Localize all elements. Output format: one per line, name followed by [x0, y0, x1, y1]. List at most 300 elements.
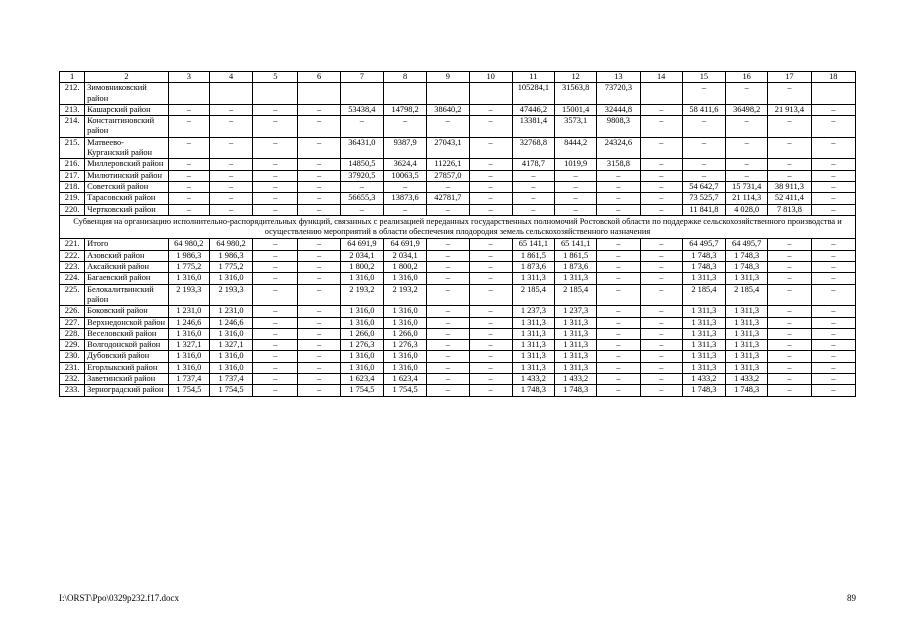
value-cell: – [811, 104, 855, 115]
value-cell: – [298, 328, 340, 339]
value-cell: 1 311,3 [726, 306, 768, 317]
value-cell: – [469, 273, 512, 284]
value-cell: – [768, 306, 811, 317]
header-cell: 17 [768, 72, 811, 83]
table-row [60, 159, 856, 170]
value-cell: – [640, 340, 682, 351]
value-cell: 73 525,7 [682, 193, 725, 204]
value-cell: – [340, 116, 383, 138]
value-cell: – [383, 116, 426, 138]
district-name: Азовский район [85, 250, 169, 261]
row-number: 222. [60, 250, 85, 261]
row-number: 223. [60, 262, 85, 273]
value-cell: 1 737,4 [168, 374, 209, 385]
district-name: Итого [85, 239, 169, 250]
value-cell: 1 748,3 [682, 250, 725, 261]
table-body [60, 72, 856, 397]
value-cell: 24324,6 [597, 137, 640, 159]
table-row [60, 385, 856, 396]
district-name: Чертковский район [85, 204, 169, 215]
value-cell: 3624,4 [383, 159, 426, 170]
district-name: Аксайский район [85, 262, 169, 273]
value-cell: 27043,1 [427, 137, 469, 159]
value-cell: – [253, 181, 298, 192]
value-cell: 15 731,4 [726, 181, 768, 192]
row-number: 213. [60, 104, 85, 115]
value-cell: – [811, 262, 855, 273]
value-cell: – [597, 306, 640, 317]
value-cell: 9387,9 [383, 137, 426, 159]
value-cell: – [811, 170, 855, 181]
value-cell: 1 986,3 [168, 250, 209, 261]
value-cell: – [512, 193, 554, 204]
value-cell: – [640, 317, 682, 328]
value-cell: 10063,5 [383, 170, 426, 181]
value-cell: – [597, 204, 640, 215]
value-cell: – [253, 306, 298, 317]
value-cell: – [253, 340, 298, 351]
value-cell: – [469, 116, 512, 138]
value-cell [640, 83, 682, 105]
table-row [60, 362, 856, 373]
value-cell: 1 276,3 [340, 340, 383, 351]
table-row [60, 181, 856, 192]
district-name: Багаевский район [85, 273, 169, 284]
value-cell: – [811, 306, 855, 317]
value-cell: – [427, 340, 469, 351]
value-cell: – [640, 104, 682, 115]
table-row [60, 284, 856, 306]
value-cell: – [555, 181, 597, 192]
value-cell: 54 642,7 [682, 181, 725, 192]
value-cell: – [383, 204, 426, 215]
value-cell: – [811, 284, 855, 306]
value-cell: – [811, 181, 855, 192]
value-cell: – [298, 306, 340, 317]
value-cell: – [726, 159, 768, 170]
value-cell: 1 754,5 [168, 385, 209, 396]
district-name: Дубовский район [85, 351, 169, 362]
row-number: 221. [60, 239, 85, 250]
value-cell: 1 311,3 [682, 273, 725, 284]
value-cell: – [768, 262, 811, 273]
value-cell: – [209, 193, 252, 204]
row-number: 230. [60, 351, 85, 362]
value-cell: 1 748,3 [726, 250, 768, 261]
value-cell: 1 311,3 [512, 340, 554, 351]
row-number: 229. [60, 340, 85, 351]
value-cell: 1 748,3 [726, 385, 768, 396]
value-cell: – [640, 193, 682, 204]
value-cell: 1 266,0 [340, 328, 383, 339]
value-cell: 13873,6 [383, 193, 426, 204]
value-cell: – [811, 362, 855, 373]
value-cell: 13381,4 [512, 116, 554, 138]
value-cell: 1 316,0 [209, 273, 252, 284]
row-number: 220. [60, 204, 85, 215]
table-row [60, 239, 856, 250]
value-cell: – [253, 273, 298, 284]
value-cell: 3158,8 [597, 159, 640, 170]
value-cell: – [597, 351, 640, 362]
value-cell: – [253, 116, 298, 138]
value-cell: 1 311,3 [682, 340, 725, 351]
value-cell: 1 311,3 [555, 317, 597, 328]
value-cell: – [168, 181, 209, 192]
value-cell: 2 185,4 [555, 284, 597, 306]
value-cell: 64 980,2 [209, 239, 252, 250]
value-cell: 1 316,0 [168, 328, 209, 339]
value-cell: – [726, 116, 768, 138]
value-cell: 14798,2 [383, 104, 426, 115]
value-cell: – [640, 374, 682, 385]
value-cell: – [597, 328, 640, 339]
value-cell: – [253, 284, 298, 306]
value-cell: 2 193,2 [383, 284, 426, 306]
value-cell: – [340, 204, 383, 215]
district-name: Зерноградский район [85, 385, 169, 396]
value-cell: – [682, 83, 725, 105]
value-cell: 4178,7 [512, 159, 554, 170]
table-row [60, 83, 856, 105]
value-cell: – [768, 83, 811, 105]
value-cell: 9808,3 [597, 116, 640, 138]
value-cell: 4 028,0 [726, 204, 768, 215]
value-cell: 1 316,0 [168, 362, 209, 373]
value-cell: 1 311,3 [555, 351, 597, 362]
value-cell: – [469, 306, 512, 317]
value-cell: 1 737,4 [209, 374, 252, 385]
value-cell: – [209, 170, 252, 181]
header-cell: 3 [168, 72, 209, 83]
value-cell: – [597, 374, 640, 385]
value-cell: 1 316,0 [383, 273, 426, 284]
value-cell: – [253, 262, 298, 273]
district-name: Матвеево-Курганский район [85, 137, 169, 159]
value-cell: – [811, 328, 855, 339]
value-cell: – [427, 328, 469, 339]
value-cell: 1 311,3 [726, 273, 768, 284]
table-row [60, 340, 856, 351]
value-cell: 21 114,3 [726, 193, 768, 204]
value-cell: – [383, 181, 426, 192]
value-cell: – [469, 104, 512, 115]
value-cell: – [768, 340, 811, 351]
value-cell: – [298, 170, 340, 181]
value-cell: – [253, 137, 298, 159]
row-number: 224. [60, 273, 85, 284]
value-cell: 1 775,2 [209, 262, 252, 273]
value-cell: – [253, 159, 298, 170]
district-name: Зимовниковский район [85, 83, 169, 105]
value-cell: – [298, 104, 340, 115]
value-cell: 1 754,5 [383, 385, 426, 396]
value-cell: 1 311,3 [726, 351, 768, 362]
value-cell: 47446,2 [512, 104, 554, 115]
value-cell: 64 691,9 [383, 239, 426, 250]
value-cell [340, 83, 383, 105]
value-cell: 1 316,0 [340, 351, 383, 362]
value-cell: 2 034,1 [383, 250, 426, 261]
value-cell: – [597, 250, 640, 261]
district-name: Советский район [85, 181, 169, 192]
row-number: 226. [60, 306, 85, 317]
value-cell: – [811, 385, 855, 396]
value-cell: 32444,8 [597, 104, 640, 115]
value-cell: – [298, 262, 340, 273]
value-cell: – [811, 250, 855, 261]
value-cell: 2 193,3 [209, 284, 252, 306]
value-cell: 56655,3 [340, 193, 383, 204]
value-cell: 1 311,3 [726, 362, 768, 373]
value-cell: 65 141,1 [555, 239, 597, 250]
value-cell: 1 861,5 [512, 250, 554, 261]
value-cell: 27857,0 [427, 170, 469, 181]
value-cell: – [512, 181, 554, 192]
row-number: 214. [60, 116, 85, 138]
value-cell: 1 327,1 [209, 340, 252, 351]
value-cell: – [253, 104, 298, 115]
value-cell: – [168, 193, 209, 204]
value-cell: 1 276,3 [383, 340, 426, 351]
value-cell: – [512, 170, 554, 181]
value-cell: – [340, 181, 383, 192]
district-name: Белокалитвинский район [85, 284, 169, 306]
value-cell: – [298, 317, 340, 328]
value-cell: – [597, 193, 640, 204]
table-row [60, 262, 856, 273]
value-cell: – [427, 204, 469, 215]
district-name: Боковский район [85, 306, 169, 317]
district-name: Милютинский район [85, 170, 169, 181]
value-cell: – [811, 239, 855, 250]
value-cell: – [768, 250, 811, 261]
value-cell: – [640, 385, 682, 396]
row-number: 217. [60, 170, 85, 181]
value-cell: – [253, 351, 298, 362]
value-cell: – [555, 193, 597, 204]
value-cell: – [253, 317, 298, 328]
value-cell: 1 246,6 [168, 317, 209, 328]
value-cell: 1 311,3 [682, 362, 725, 373]
value-cell: – [427, 239, 469, 250]
value-cell: – [298, 181, 340, 192]
value-cell: 3573,1 [555, 116, 597, 138]
value-cell: – [469, 193, 512, 204]
value-cell: 36498,2 [726, 104, 768, 115]
district-name: Кашарский район [85, 104, 169, 115]
value-cell: 53438,4 [340, 104, 383, 115]
value-cell: – [427, 250, 469, 261]
value-cell: 1 433,2 [555, 374, 597, 385]
header-cell: 6 [298, 72, 340, 83]
budget-table [59, 71, 856, 397]
value-cell [811, 83, 855, 105]
table-row [60, 116, 856, 138]
table-row [60, 250, 856, 261]
value-cell: 64 691,9 [340, 239, 383, 250]
value-cell: – [597, 362, 640, 373]
value-cell: – [469, 170, 512, 181]
value-cell: – [811, 273, 855, 284]
value-cell: 1 231,0 [168, 306, 209, 317]
value-cell: 1 433,2 [726, 374, 768, 385]
header-cell: 4 [209, 72, 252, 83]
value-cell: – [469, 137, 512, 159]
value-cell: – [469, 328, 512, 339]
value-cell: – [597, 385, 640, 396]
value-cell: – [298, 340, 340, 351]
value-cell: 1 311,3 [726, 328, 768, 339]
header-cell: 18 [811, 72, 855, 83]
table-row [60, 137, 856, 159]
row-number: 216. [60, 159, 85, 170]
value-cell: – [768, 328, 811, 339]
value-cell: – [682, 170, 725, 181]
value-cell [383, 83, 426, 105]
header-cell: 11 [512, 72, 554, 83]
value-cell: 1 748,3 [512, 385, 554, 396]
value-cell: 1 311,3 [726, 317, 768, 328]
value-cell: – [298, 374, 340, 385]
value-cell: – [298, 362, 340, 373]
district-name: Заветинский район [85, 374, 169, 385]
header-cell: 12 [555, 72, 597, 83]
value-cell: 1 316,0 [168, 273, 209, 284]
value-cell: – [298, 250, 340, 261]
value-cell: 1 311,3 [555, 362, 597, 373]
value-cell: 1019,9 [555, 159, 597, 170]
value-cell: 1 311,3 [555, 273, 597, 284]
value-cell: – [597, 181, 640, 192]
value-cell: 1 311,3 [512, 362, 554, 373]
value-cell: 7 813,8 [768, 204, 811, 215]
value-cell: 38 911,3 [768, 181, 811, 192]
value-cell: 1 311,3 [555, 340, 597, 351]
header-cell: 16 [726, 72, 768, 83]
value-cell: 1 311,3 [512, 273, 554, 284]
row-number: 228. [60, 328, 85, 339]
value-cell: – [427, 273, 469, 284]
value-cell: – [768, 284, 811, 306]
value-cell: 73720,3 [597, 83, 640, 105]
value-cell: – [298, 193, 340, 204]
value-cell: – [811, 159, 855, 170]
row-number: 212. [60, 83, 85, 105]
value-cell: 1 800,2 [340, 262, 383, 273]
value-cell: – [209, 137, 252, 159]
value-cell: 1 311,3 [726, 340, 768, 351]
value-cell: 1 327,1 [168, 340, 209, 351]
value-cell: – [298, 159, 340, 170]
header-row [60, 72, 856, 83]
value-cell: – [298, 385, 340, 396]
value-cell: 1 316,0 [340, 362, 383, 373]
value-cell: – [298, 351, 340, 362]
value-cell: 31563,8 [555, 83, 597, 105]
value-cell: – [298, 273, 340, 284]
value-cell: 1 748,3 [555, 385, 597, 396]
value-cell: 1 316,0 [383, 317, 426, 328]
value-cell: – [768, 170, 811, 181]
value-cell: 1 775,2 [168, 262, 209, 273]
value-cell: – [253, 328, 298, 339]
value-cell: – [768, 273, 811, 284]
value-cell: 1 311,3 [682, 306, 725, 317]
value-cell: – [209, 116, 252, 138]
value-cell: – [427, 284, 469, 306]
value-cell: – [469, 362, 512, 373]
value-cell: 1 861,5 [555, 250, 597, 261]
value-cell: 65 141,1 [512, 239, 554, 250]
value-cell: – [640, 351, 682, 362]
row-number: 227. [60, 317, 85, 328]
header-cell: 15 [682, 72, 725, 83]
value-cell: 1 311,3 [512, 351, 554, 362]
value-cell: – [640, 328, 682, 339]
value-cell: – [469, 284, 512, 306]
value-cell: – [768, 362, 811, 373]
value-cell: – [469, 374, 512, 385]
value-cell: – [298, 284, 340, 306]
table-row [60, 204, 856, 215]
value-cell: – [640, 284, 682, 306]
table-row [60, 374, 856, 385]
table-row [60, 273, 856, 284]
value-cell: – [427, 262, 469, 273]
value-cell: – [811, 374, 855, 385]
value-cell: 1 623,4 [383, 374, 426, 385]
value-cell: 1 316,0 [209, 362, 252, 373]
value-cell: 11 841,8 [682, 204, 725, 215]
value-cell: – [253, 374, 298, 385]
value-cell: 1 316,0 [340, 273, 383, 284]
value-cell: 1 986,3 [209, 250, 252, 261]
value-cell: – [597, 284, 640, 306]
value-cell: – [811, 340, 855, 351]
value-cell: – [682, 116, 725, 138]
value-cell: 64 495,7 [682, 239, 725, 250]
value-cell: 14850,5 [340, 159, 383, 170]
row-number: 215. [60, 137, 85, 159]
value-cell: 1 311,3 [682, 328, 725, 339]
value-cell: 1 316,0 [340, 317, 383, 328]
value-cell: 37920,5 [340, 170, 383, 181]
value-cell: – [209, 181, 252, 192]
district-name: Веселовский район [85, 328, 169, 339]
value-cell: – [640, 170, 682, 181]
district-name: Егорлыкский район [85, 362, 169, 373]
district-name: Тарасовский район [85, 193, 169, 204]
header-cell: 8 [383, 72, 426, 83]
value-cell: 1 316,0 [383, 351, 426, 362]
value-cell: – [640, 250, 682, 261]
value-cell: – [768, 374, 811, 385]
value-cell: 1 311,3 [512, 317, 554, 328]
value-cell: 1 754,5 [340, 385, 383, 396]
value-cell: 1 316,0 [209, 351, 252, 362]
value-cell: – [682, 137, 725, 159]
value-cell: 42781,7 [427, 193, 469, 204]
value-cell: – [427, 351, 469, 362]
district-name: Константиновский район [85, 116, 169, 138]
value-cell: – [726, 83, 768, 105]
value-cell: – [811, 193, 855, 204]
value-cell [298, 83, 340, 105]
header-cell: 7 [340, 72, 383, 83]
value-cell: 2 185,4 [726, 284, 768, 306]
value-cell: – [640, 273, 682, 284]
